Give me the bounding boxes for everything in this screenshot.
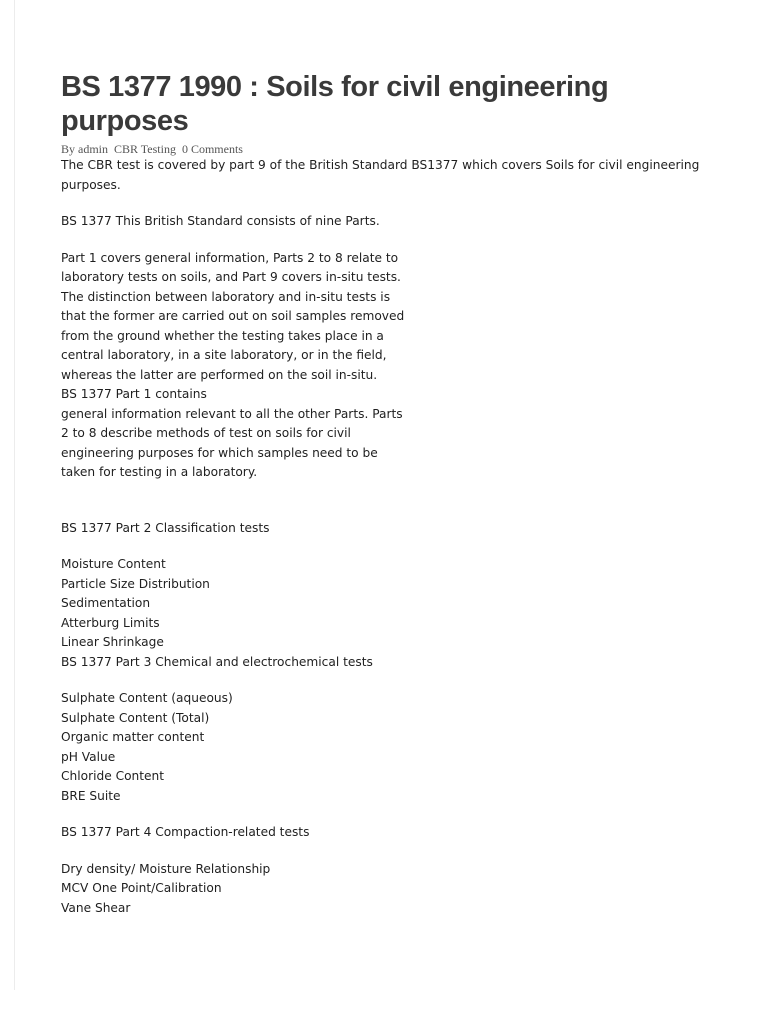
part3-heading: BS 1377 Part 3 Chemical and electrochemical tests xyxy=(61,654,373,669)
article xyxy=(61,70,701,918)
part1-detail: general information relevant to all the other Parts. Parts 2 to 8 describe methods of test on soils for civil engineering purposes for which samples need to be taken for testing in a laboratory. xyxy=(61,406,403,479)
part1-section xyxy=(61,249,406,483)
part3-list xyxy=(61,689,701,806)
list-item: Sulphate Content (aqueous) xyxy=(61,691,233,705)
list-item: BRE Suite xyxy=(61,788,121,803)
list-item: Particle Size Distribution xyxy=(61,576,210,591)
part1-paragraph: Part 1 covers general information, Parts 2 to 8 relate to laboratory tests on soils, and Part 9 covers in-situ tests. The distinction between laboratory and in-situ tests is that the former are carried out on soil samples removed from the ground whether the testing takes place in a central laboratory, in a site laboratory, or in the field, whereas the latter are performed on the soil in-situ. xyxy=(61,250,405,382)
part2-list xyxy=(61,555,701,653)
list-item: Sedimentation xyxy=(61,596,151,610)
list-item: Dry density/ Moisture Relationship xyxy=(61,861,271,876)
list-item: Linear Shrinkage xyxy=(61,635,164,649)
intro-paragraph: The CBR test is covered by part 9 of the British Standard BS1377 which covers Soils for civil engineering purposes. xyxy=(61,158,700,192)
list-item: Atterburg Limits xyxy=(61,615,160,630)
article-title: BS 1377 1990 : Soils for civil engineering purposes xyxy=(61,71,609,137)
article-byline xyxy=(61,142,701,156)
part4-list xyxy=(61,860,701,919)
list-item: MCV One Point/Calibration xyxy=(61,881,222,895)
article-body xyxy=(61,156,701,918)
part1-heading: BS 1377 Part 1 contains xyxy=(61,387,207,401)
part2-heading: BS 1377 Part 2 Classification tests xyxy=(61,520,270,535)
list-item: Sulphate Content (Total) xyxy=(61,710,210,725)
list-item: Organic matter content xyxy=(61,730,205,744)
list-item: Moisture Content xyxy=(61,557,166,571)
page-border-line xyxy=(14,0,15,990)
byline-author[interactable]: By admin xyxy=(61,142,108,156)
parts-intro-paragraph: BS 1377 This British Standard consists of nine Parts. xyxy=(61,214,380,228)
list-item: Vane Shear xyxy=(61,900,131,915)
part4-heading: BS 1377 Part 4 Compaction-related tests xyxy=(61,825,310,839)
list-item: Chloride Content xyxy=(61,769,165,783)
byline-comments-link[interactable]: 0 Comments xyxy=(181,142,243,156)
byline-category-link[interactable]: CBR Testing xyxy=(114,142,176,156)
list-item: pH Value xyxy=(61,749,116,764)
